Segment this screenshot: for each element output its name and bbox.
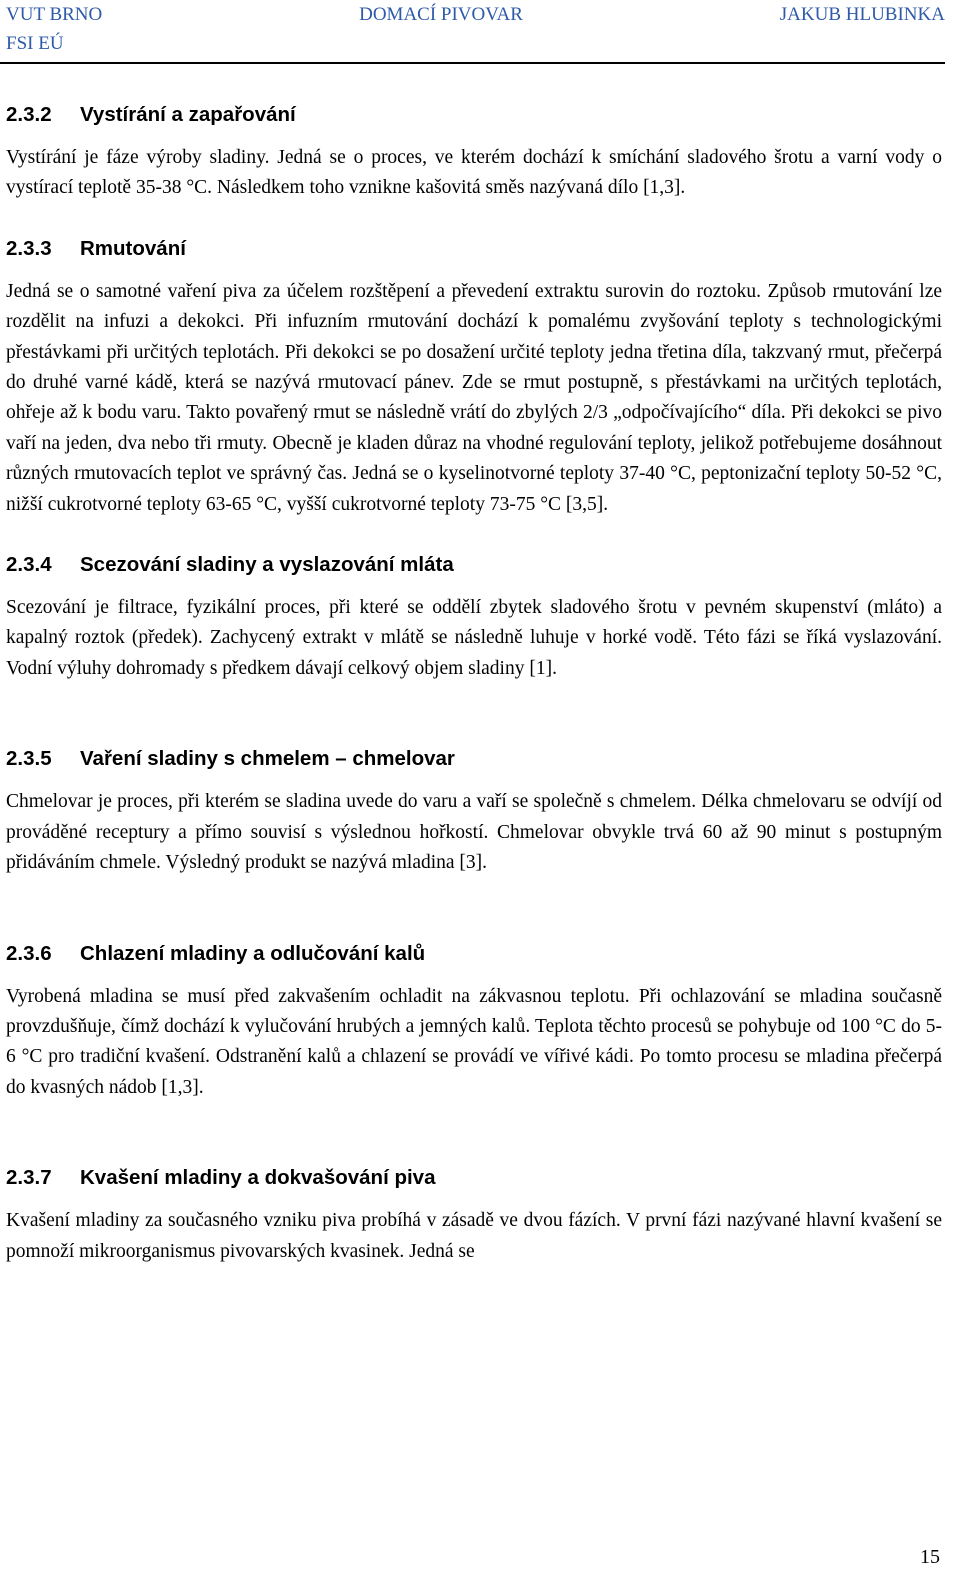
section-2-3-6 [6, 939, 942, 1104]
section-number: 2.3.4 [6, 553, 52, 577]
section-paragraph: Vystírání je fáze výroby sladiny. Jedná se o proces, ve kterém dochází k smíchání sladového šrotu a varní vody o vystírací teplotě 35-38 °C. Následkem toho vznikne kašovitá směs nazývaná dílo [1,3]. [6, 147, 942, 199]
header-institution: VUT BRNO [6, 4, 103, 25]
section-title: Chlazení mladiny a odlučování kalů [80, 941, 426, 965]
header-author: JAKUB HLUBINKA [779, 4, 945, 25]
section-heading [6, 100, 942, 130]
section-title: Kvašení mladiny a dokvašování piva [80, 1166, 436, 1190]
section-2-3-5 [6, 744, 942, 878]
section-number: 2.3.5 [6, 747, 52, 771]
section-paragraph: Scezování je filtrace, fyzikální proces, při které se oddělí zbytek sladového šrotu v pevném skupenství (mláto) a kapalný roztok (předek). Zachycený extrakt v mlátě se následně luhuje v horké vodě. Této fázi se říká vyslazování. Vodní výluhy dohromady s předkem dávají celkový objem sladiny [1]. [6, 597, 942, 679]
page-body [6, 100, 942, 1267]
section-paragraph: Kvašení mladiny za současného vzniku piva probíhá v zásadě ve dvou fázích. V první fázi nazývané hlavní kvašení se pomnoží mikroorganismus pivovarských kvasinek. Jedná se [6, 1210, 942, 1262]
page-number: 15 [920, 1546, 940, 1568]
section-title: Scezování sladiny a vyslazování mláta [80, 553, 454, 577]
section-2-3-2 [6, 100, 942, 204]
header-divider [0, 62, 945, 64]
section-title: Vystírání a zapařování [80, 103, 296, 126]
section-2-3-3 [6, 234, 942, 520]
section-number: 2.3.7 [6, 1166, 52, 1190]
section-heading [6, 1163, 942, 1193]
section-title: Rmutování [80, 236, 186, 260]
section-2-3-4 [6, 550, 942, 684]
header-faculty: FSI EÚ [6, 33, 64, 54]
section-paragraph: Chmelovar je proces, při kterém se sladina uvede do varu a vaří se společně s chmelem. Délka chmelovaru se odvíjí od prováděné receptury a přímo souvisí s výslednou hořkostí. Chmelovar obvykle trvá 60 až 90 minut s postupným přidáváním chmele. Výsledný produkt se nazývá mladina [3]. [6, 791, 942, 874]
section-2-3-7 [6, 1163, 942, 1267]
section-paragraph: Jedná se o samotné vaření piva za účelem rozštěpení a převedení extraktu surovin do roztoku. Způsob rmutování lze rozdělit na infuzi a dekokci. Při infuzním rmutování dochází k pomalému zvyšování teploty s technologickými přestávkami při určitých teplotách. Při dekokci se po dosažení určité teploty jedna třetina díla, takzvaný rmut, přečerpá do druhé varné kádě, která se nazývá rmutovací pánev. Zde se rmut postupně, s přestávkami na určitých teplotách, ohřeje až k bodu varu. Takto povařený rmut se následně vrátí do zbylých 2/3 „odpočívajícího“ díla. Při dekokci se pivo vaří na jeden, dva nebo tři rmuty. Obecně je kladen důraz na vhodné regulování teploty, jelikož potřebujeme dosáhnout různých rmutovacích teplot ve správný čas. Jedná se o kyselinotvorné teploty 37-40 °C, peptonizační teploty 50-52 °C, nižší cukrotvorné teploty 63-65 °C, vyšší cukrotvorné teploty 73-75 °C [3,5]. [6, 280, 942, 515]
section-heading [6, 939, 942, 969]
section-paragraph: Vyrobená mladina se musí před zakvašením ochladit na zákvasnou teplotu. Při ochlazování se mladina současně provzdušňuje, čímž dochází k vylučování hrubých a jemných kalů. Teplota těchto procesů se pohybuje od 100 °C do 5-6 °C pro tradiční kvašení. Odstranění kalů a chlazení se provádí ve vířivé kádi. Po tomto procesu se mladina přečerpá do kvasných nádob [1,3]. [6, 985, 942, 1098]
section-heading [6, 744, 942, 774]
section-title: Vaření sladiny s chmelem – chmelovar [80, 747, 455, 771]
header-title: DOMACÍ PIVOVAR [359, 4, 523, 25]
section-number: 2.3.2 [6, 103, 52, 126]
page-header [0, 0, 945, 58]
section-heading [6, 550, 942, 580]
section-number: 2.3.3 [6, 236, 52, 260]
section-number: 2.3.6 [6, 941, 52, 965]
section-heading [6, 234, 942, 264]
